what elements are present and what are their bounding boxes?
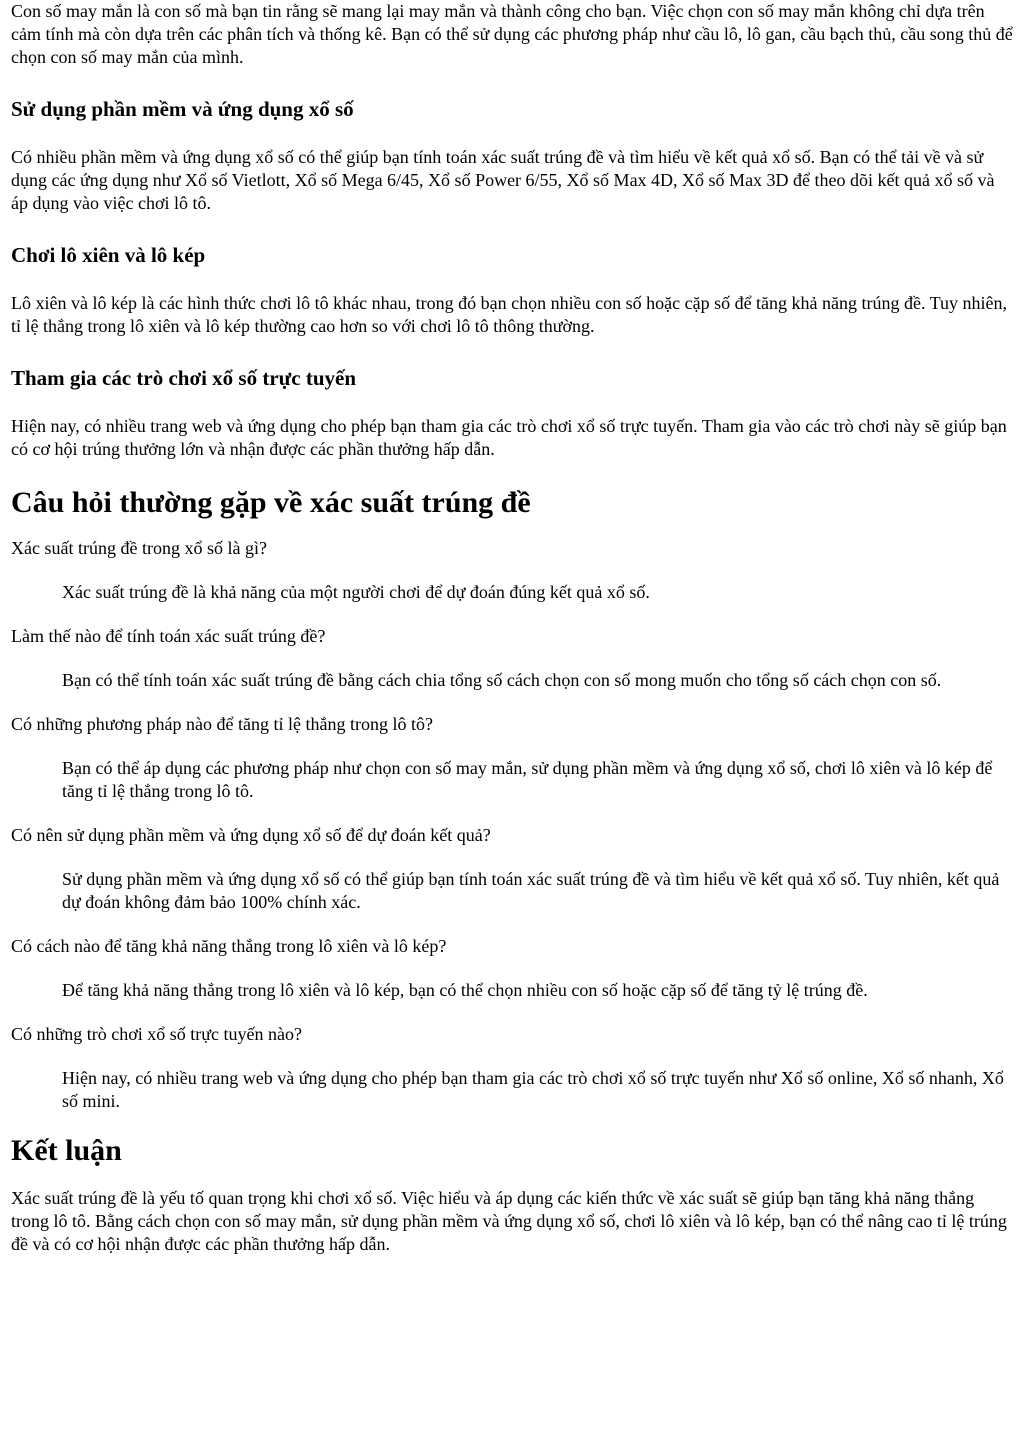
section-body-online: Hiện nay, có nhiều trang web và ứng dụng cho phép bạn tham gia các trò chơi xổ số trực tuyến. Tham gia vào các trò chơi này sẽ giúp bạn có cơ hội trúng thưởng lớn và nhận được các phần thưởng hấp dẫn. (11, 416, 1007, 459)
faq-answer: Xác suất trúng đề là khả năng của một người chơi để dự đoán đúng kết quả xổ số. (62, 582, 650, 602)
faq-answer: Hiện nay, có nhiều trang web và ứng dụng cho phép bạn tham gia các trò chơi xổ số trực tuyến như Xổ số online, Xổ số nhanh, Xổ số mini. (62, 1068, 1004, 1111)
faq-question: Có những phương pháp nào để tăng tỉ lệ thắng trong lô tô? (11, 714, 433, 734)
faq-heading: Câu hỏi thường gặp về xác suất trúng đề (11, 486, 531, 519)
intro-paragraph: Con số may mắn là con số mà bạn tin rằng sẽ mang lại may mắn và thành công cho bạn. Việc chọn con số may mắn không chỉ dựa trên cảm tính mà còn dựa trên các phân tích và thống kê. Bạn có thể sử dụng các phương pháp như cầu lô, lô gan, cầu bạch thủ, cầu song thủ để chọn con số may mắn của mình. (11, 1, 1013, 67)
section-heading-lo-xien: Chơi lô xiên và lô kép (11, 243, 206, 267)
conclusion-heading: Kết luận (11, 1134, 122, 1167)
section-heading-online: Tham gia các trò chơi xổ số trực tuyến (11, 366, 357, 390)
section-body-lo-xien: Lô xiên và lô kép là các hình thức chơi lô tô khác nhau, trong đó bạn chọn nhiều con số hoặc cặp số để tăng khả năng trúng đề. Tuy nhiên, tỉ lệ thắng trong lô xiên và lô kép thường cao hơn so với chơi lô tô thông thường. (11, 293, 1008, 336)
faq-answer: Sử dụng phần mềm và ứng dụng xổ số có thể giúp bạn tính toán xác suất trúng đề và tìm hiểu về kết quả xổ số. Tuy nhiên, kết quả dự đoán không đảm bảo 100% chính xác. (62, 869, 1000, 912)
section-body-software: Có nhiều phần mềm và ứng dụng xổ số có thể giúp bạn tính toán xác suất trúng đề và tìm hiểu về kết quả xổ số. Bạn có thể tải về và sử dụng các ứng dụng như Xổ số Vietlott, Xổ số Mega 6/45, Xổ số Power 6/55, Xổ số Max 4D, Xổ số Max 3D để theo dõi kết quả xổ số và áp dụng vào việc chơi lô tô. (11, 147, 995, 213)
section-heading-software: Sử dụng phần mềm và ứng dụng xổ số (11, 97, 354, 121)
faq-question: Xác suất trúng đề trong xổ số là gì? (11, 538, 267, 558)
faq-question: Có cách nào để tăng khả năng thắng trong lô xiên và lô kép? (11, 936, 447, 956)
faq-answer: Bạn có thể áp dụng các phương pháp như chọn con số may mắn, sử dụng phần mềm và ứng dụng xổ số, chơi lô xiên và lô kép để tăng tỉ lệ thắng trong lô tô. (62, 758, 993, 801)
faq-question: Có những trò chơi xổ số trực tuyến nào? (11, 1024, 302, 1044)
conclusion-body: Xác suất trúng đề là yếu tố quan trọng khi chơi xổ số. Việc hiểu và áp dụng các kiến thức về xác suất sẽ giúp bạn tăng khả năng thắng trong lô tô. Bằng cách chọn con số may mắn, sử dụng phần mềm và ứng dụng xổ số, chơi lô xiên và lô kép, bạn có thể nâng cao tỉ lệ trúng đề và có cơ hội nhận được các phần thưởng hấp dẫn. (11, 1188, 1007, 1254)
faq-answer: Để tăng khả năng thắng trong lô xiên và lô kép, bạn có thể chọn nhiều con số hoặc cặp số để tăng tỷ lệ trúng đề. (62, 980, 868, 1000)
faq-question: Có nên sử dụng phần mềm và ứng dụng xổ số để dự đoán kết quả? (11, 825, 491, 845)
faq-list (11, 537, 1015, 1113)
faq-question: Làm thế nào để tính toán xác suất trúng đề? (11, 626, 326, 646)
faq-answer: Bạn có thể tính toán xác suất trúng đề bằng cách chia tổng số cách chọn con số mong muốn cho tổng số cách chọn con số. (62, 670, 942, 690)
